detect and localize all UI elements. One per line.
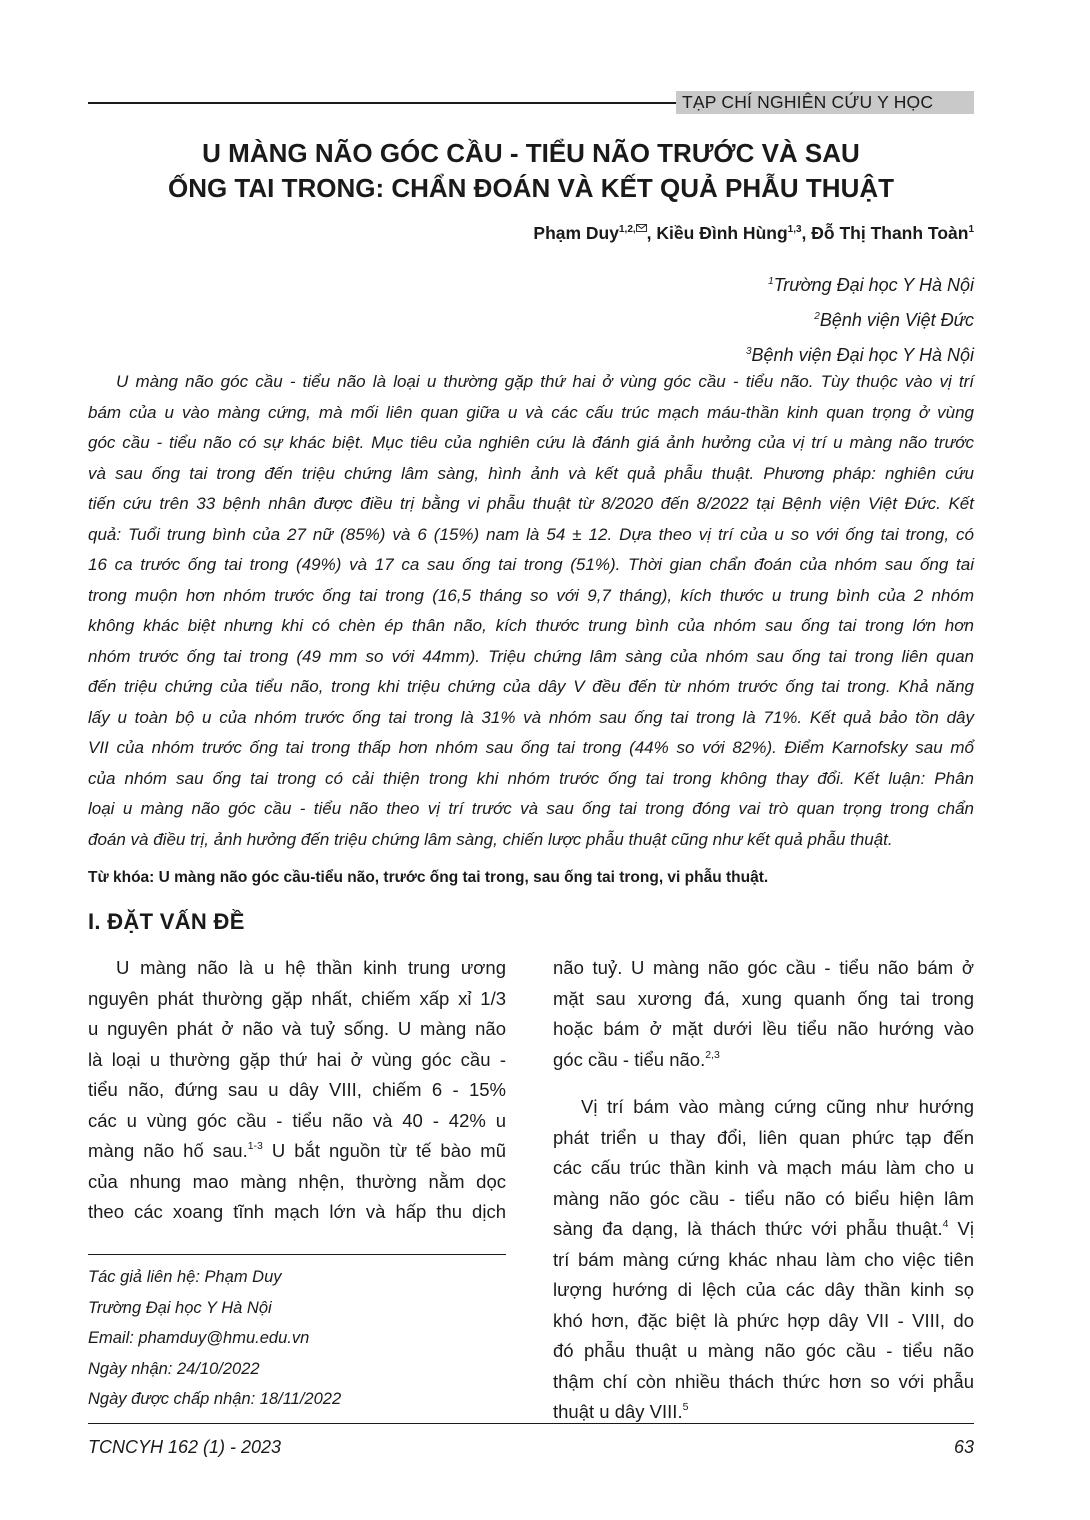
abstract-line: đoán và điều trị, ảnh hưởng đến triệu chứng lâm sàng, chiến lược phẫu thuật cũng như kết quả phẫu thuật. (88, 829, 893, 849)
header-rule (88, 102, 678, 104)
author-affiliation-ref: 1,3 (787, 224, 802, 235)
body-text-line: mặt sau xương đá, xung quanh ống tai trong (553, 987, 974, 1009)
title-line: U MÀNG NÃO GÓC CẦU - TIỂU NÃO TRƯỚC VÀ SAU (202, 138, 860, 168)
abstract-line: góc cầu - tiểu não có sự khác biệt. Mục tiêu của nghiên cứu là đánh giá ảnh hưởng của vị trí u màng não trước (88, 433, 974, 452)
body-text-line: sàng đa dạng, là thách thức với phẫu thuật.$^4$ Vị (553, 1218, 975, 1239)
page-number: 63 (953, 1437, 974, 1457)
body-text-line: của nhung mao màng nhện, thường nằm dọc (88, 1170, 506, 1192)
abstract-line: không khác biệt nhưng khi có chèn ép thân não, kích thước trung bình của nhóm sau ống tai trong lớn hơn (88, 616, 974, 635)
body-column-left (88, 953, 506, 1228)
abstract-line: quả: Tuổi trung bình của 27 nữ (85%) và 6 (15%) nam là 54 ± 12. Dựa theo vị trí của u so với ống tai trong, có (88, 524, 974, 544)
affiliation-list (746, 266, 974, 371)
abstract-line: U màng não góc cầu - tiểu não là loại u thường gặp thứ hai ở vùng góc cầu - tiểu não. Tùy thuộc vào vị trí (116, 372, 974, 391)
author-affiliation-ref: 1,2, (619, 224, 647, 235)
correspondence-institution: Trường Đại học Y Hà Nội (88, 1298, 272, 1317)
abstract (88, 367, 974, 855)
body-text-line: theo các xoang tĩnh mạch lớn và hấp thu dịch (88, 1201, 506, 1222)
abstract-line: đến triệu chứng của tiểu não, trong khi triệu chứng của dây V đều đến từ nhóm trước ống tai trong. Khả năng (88, 677, 974, 696)
correspondence-email: Email: phamduy@hmu.edu.vn (88, 1329, 310, 1347)
body-text-line: u nguyên phát ở não và tuỷ sống. U màng não (88, 1018, 506, 1039)
body-text-line: khó hơn, đặc biệt là phức hợp dây VII - VIII, do (553, 1309, 974, 1331)
citation-ref: 4 (942, 1218, 949, 1230)
journal-name: TẠP CHÍ NGHIÊN CỨU Y HỌC (676, 91, 974, 114)
body-text-line: thuật u dây VIII.$^5$ (553, 1401, 689, 1422)
body-text-line: lượng hướng di lệch của các dây thần kinh sọ (553, 1279, 974, 1300)
abstract-line: VII của nhóm trước ống tai trong thấp hơn nhóm sau ống tai trong (44% so với 82%). Điểm Karnofsky sau mổ (88, 738, 974, 757)
body-text-line: trí bám màng cứng khác nhau làm cho việc tiên (553, 1248, 974, 1270)
article-title (88, 136, 974, 206)
footer-rule (88, 1423, 974, 1424)
paragraph (553, 953, 974, 1075)
abstract-line: 16 ca trước ống tai trong (49%) và 17 ca sau ống tai trong (51%). Thời gian chẩn đoán của nhóm sau ống tai (88, 555, 974, 574)
body-text-line: các cấu trúc thần kinh và mạch máu làm cho u (553, 1157, 974, 1178)
abstract-line: và sau ống tai trong đến triệu chứng lâm sàng, hình ảnh và kết quả phẫu thuật. Phương pháp: nghiên cứu (88, 463, 974, 483)
body-text-line: là loại u thường gặp thứ hai ở vùng góc cầu - (88, 1048, 506, 1070)
abstract-line: tiến cứu trên 33 bệnh nhân được điều trị bằng vi phẫu thuật từ 8/2020 đến 8/2022 tại Bệnh viện Việt Đức. Kết (88, 494, 974, 513)
body-text-line: Vị trí bám vào màng cứng cũng như hướng (581, 1096, 974, 1117)
footnote-rule (88, 1254, 506, 1255)
title-line: ỐNG TAI TRONG: CHẨN ĐOÁN VÀ KẾT QUẢ PHẪU THUẬT (167, 173, 895, 203)
affiliation: $^3$Bệnh viện Đại học Y Hà Nội (745, 345, 974, 365)
citation-ref: 2,3 (705, 1048, 720, 1061)
envelope-icon (636, 224, 647, 232)
body-text-line: góc cầu - tiểu não.$^{2,3}$ (553, 1048, 720, 1070)
affiliation: $^2$Bệnh viện Việt Đức (814, 310, 974, 330)
body-text-line: phát triển u thay đổi, liên quan phức tạp đến (553, 1126, 974, 1148)
body-text-line: đó phẫu thuật u màng não góc cầu - tiểu não (553, 1340, 974, 1361)
abstract-line: nhóm trước ống tai trong (49 mm so với 44mm). Triệu chứng lâm sàng của nhóm sau ống tai trong liên quan (88, 646, 974, 666)
paragraph (553, 1092, 974, 1428)
author-name: Phạm Duy (533, 223, 619, 243)
author-affiliation-ref: 1 (968, 224, 974, 235)
abstract-line: lấy u toàn bộ u của nhóm trước ống tai trong là 31% và nhóm sau ống tai trong là 71%. Kết quả bảo tồn dây (88, 707, 974, 727)
correspondence-author: Tác giả liên hệ: Phạm Duy (88, 1268, 282, 1286)
date-received: Ngày nhận: 24/10/2022 (88, 1359, 260, 1378)
correspondence-info (88, 1262, 341, 1415)
author-list: Phạm Duy$^{1,2,}$ , Kiều Đình Hùng$^{1,3}$, Đỗ Thị Thanh Toàn$^1$ (533, 223, 974, 243)
abstract-line: loại u màng não góc cầu - tiểu não theo vị trí trước và sau ống tai trong đóng vai trò quan trọng trong chẩn (88, 799, 974, 818)
abstract-line: của nhóm sau ống tai trong có cải thiện trong khi nhóm trước ống tai trong không thay đổi. Kết luận: Phân (88, 768, 974, 788)
body-column-right (553, 953, 974, 1428)
body-text-line: nguyên phát thường gặp nhất, chiếm xấp xỉ 1/3 (88, 987, 506, 1009)
body-text-line: não tuỷ. U màng não góc cầu - tiểu não bám ở (553, 957, 974, 978)
author-name: Đỗ Thị Thanh Toàn (811, 223, 969, 243)
section-heading: I. ĐẶT VẤN ĐỀ (88, 909, 245, 934)
abstract-line: trong muộn hơn nhóm trước ống tai trong (16,5 tháng so với 9,7 tháng), kích thước u trung bình của 2 nhóm (88, 585, 974, 605)
author-name: Kiều Đình Hùng (656, 223, 788, 243)
body-text-line: màng não góc cầu - tiểu não có biểu hiện lâm (553, 1187, 974, 1209)
citation-ref: 1-3 (247, 1140, 263, 1152)
keywords: Từ khóa: U màng não góc cầu-tiểu não, trước ống tai trong, sau ống tai trong, vi phẫu thuật. (88, 869, 769, 886)
body-text-line: các u vùng góc cầu - tiểu não và 40 - 42% u (88, 1109, 506, 1131)
body-text-line: hoặc bám ở mặt dưới lều tiểu não hướng vào (553, 1018, 974, 1039)
body-text-line: U màng não là u hệ thần kinh trung ương (116, 957, 506, 978)
footer-citation: TCNCYH 162 (1) - 2023 (88, 1437, 282, 1457)
body-text-line: thậm chí còn nhiều thách thức hơn so với phẫu (553, 1370, 974, 1392)
abstract-line: bám của u vào màng cứng, mà mối liên quan giữa u và các cấu trúc mạch máu-thần kinh quan trọng ở vùng (88, 402, 974, 422)
body-text-line: màng não hố sau.$^{1-3}$ U bắt nguồn từ tế bào mũ (88, 1140, 506, 1161)
date-accepted: Ngày được chấp nhận: 18/11/2022 (88, 1390, 342, 1408)
body-text-line: tiểu não, đứng sau u dây VIII, chiếm 6 - 15% (88, 1079, 506, 1100)
citation-ref: 5 (682, 1401, 689, 1413)
affiliation: $^1$Trường Đại học Y Hà Nội (768, 275, 974, 295)
